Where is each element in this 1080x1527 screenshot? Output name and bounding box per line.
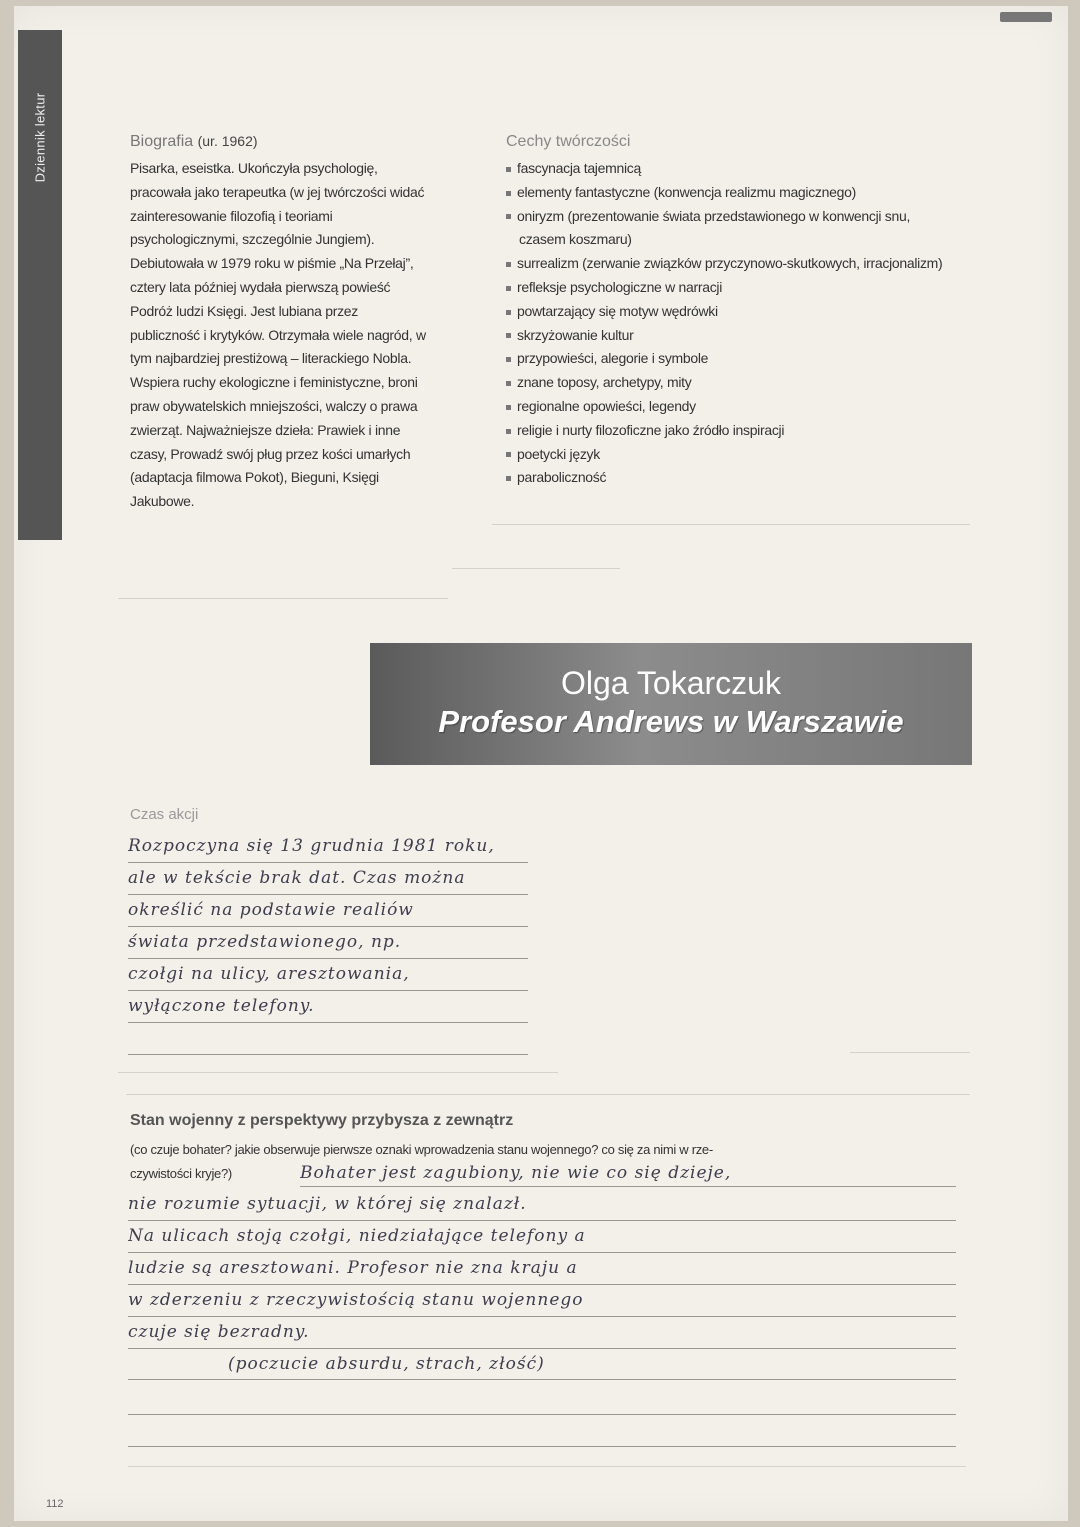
divider	[492, 524, 970, 525]
war-question-part2: czywistości kryje?)	[130, 1166, 232, 1181]
banner-title: Profesor Andrews w Warszawie	[438, 704, 904, 739]
answer-line: Rozpoczyna się 13 grudnia 1981 roku,	[128, 830, 528, 863]
side-tab-label: Dziennik lektur	[32, 92, 48, 183]
feature-item: elementy fantastyczne (konwencja realizmu magicznego)	[506, 181, 956, 205]
answer-line: (poczucie absurdu, strach, złość)	[128, 1348, 956, 1380]
answer-line: w zderzeniu z rzeczywistością stanu wojennego	[128, 1284, 956, 1317]
page-number: 112	[46, 1498, 64, 1510]
feature-item: paraboliczność	[506, 466, 956, 490]
biography-date: (ur. 1962)	[197, 133, 258, 149]
war-section-title: Stan wojenny z perspektywy przybysza z zewnątrz	[130, 1112, 514, 1129]
biography-heading-text: Biografia	[130, 133, 194, 150]
biography-text: Pisarka, eseistka. Ukończyła psychologię, pracowała jako terapeutka (w jej twórczości widać zainteresowanie filozofią i teoriami psychologicznymi, szczególnie Jungiem). Debiutowała w 1979 roku w piśmie „Na Przełaj”, cztery lata później wydała pierwszą powieść Podróż ludzi Księgi. Jest lubiana przez publiczność i krytyków. Otrzymała wiele nagród, w tym najbardziej prestiżową – literackiego Nobla. Wspiera ruchy ekologiczne i feministyczne, broni praw obywatelskich mniejszości, walczy o prawa zwierząt. Najważniejsze dzieła: Prawiek i inne czasy, Prowadź swój pług przez kości umarłych (adaptacja filmowa Pokot), Bieguni, Księgi Jakubowe.	[130, 160, 426, 510]
answer-line	[128, 1414, 956, 1447]
features-heading: Cechy twórczości	[506, 133, 631, 150]
feature-item: powtarzający się motyw wędrówki	[506, 300, 956, 324]
feature-item: religie i nurty filozoficzne jako źródło inspiracji	[506, 419, 956, 443]
divider	[850, 1052, 970, 1053]
answer-line: nie rozumie sytuacji, w której się znalazł.	[128, 1188, 956, 1221]
answer-line: wyłączone telefony.	[128, 990, 528, 1023]
feature-item: refleksje psychologiczne w narracji	[506, 276, 956, 300]
divider	[128, 1466, 966, 1467]
answer-line	[128, 1022, 528, 1055]
feature-item: oniryzm (prezentowanie świata przedstawionego w konwencji snu, czasem koszmaru)	[506, 205, 956, 253]
title-banner	[370, 643, 972, 765]
divider	[126, 1094, 970, 1095]
answer-line: czuje się bezradny.	[128, 1316, 956, 1349]
features-list	[506, 157, 956, 490]
corner-mark	[1000, 12, 1052, 22]
war-question-part1: (co czuje bohater? jakie obserwuje pierwsze oznaki wprowadzenia stanu wojennego? co się za nimi w rze-	[130, 1142, 713, 1157]
banner-author: Olga Tokarczuk	[561, 665, 781, 701]
biography-section	[130, 133, 430, 514]
divider	[118, 598, 448, 599]
feature-item: fascynacja tajemnicą	[506, 157, 956, 181]
answer-line: określić na podstawie realiów	[128, 894, 528, 927]
answer-line: Bohater jest zagubiony, nie wie co się dzieje,	[300, 1160, 956, 1187]
answer-line: czołgi na ulicy, aresztowania,	[128, 958, 528, 991]
feature-item: znane toposy, archetypy, mity	[506, 371, 956, 395]
feature-item: surrealizm (zerwanie związków przyczynowo-skutkowych, irracjonalizm)	[506, 252, 956, 276]
feature-item: regionalne opowieści, legendy	[506, 395, 956, 419]
answer-line: świata przedstawionego, np.	[128, 926, 528, 959]
feature-item: skrzyżowanie kultur	[506, 324, 956, 348]
answer-line: ludzie są aresztowani. Profesor nie zna kraju a	[128, 1252, 956, 1285]
answer-line: Na ulicach stoją czołgi, niedziałające telefony a	[128, 1220, 956, 1253]
divider	[452, 568, 620, 569]
biography-heading	[130, 133, 430, 151]
features-section	[506, 133, 956, 490]
feature-item: poetycki język	[506, 443, 956, 467]
time-section-label: Czas akcji	[130, 806, 199, 823]
answer-line	[128, 1382, 956, 1415]
side-tab	[18, 30, 62, 540]
answer-line: ale w tekście brak dat. Czas można	[128, 862, 528, 895]
feature-item: przypowieści, alegorie i symbole	[506, 347, 956, 371]
divider	[118, 1072, 558, 1073]
